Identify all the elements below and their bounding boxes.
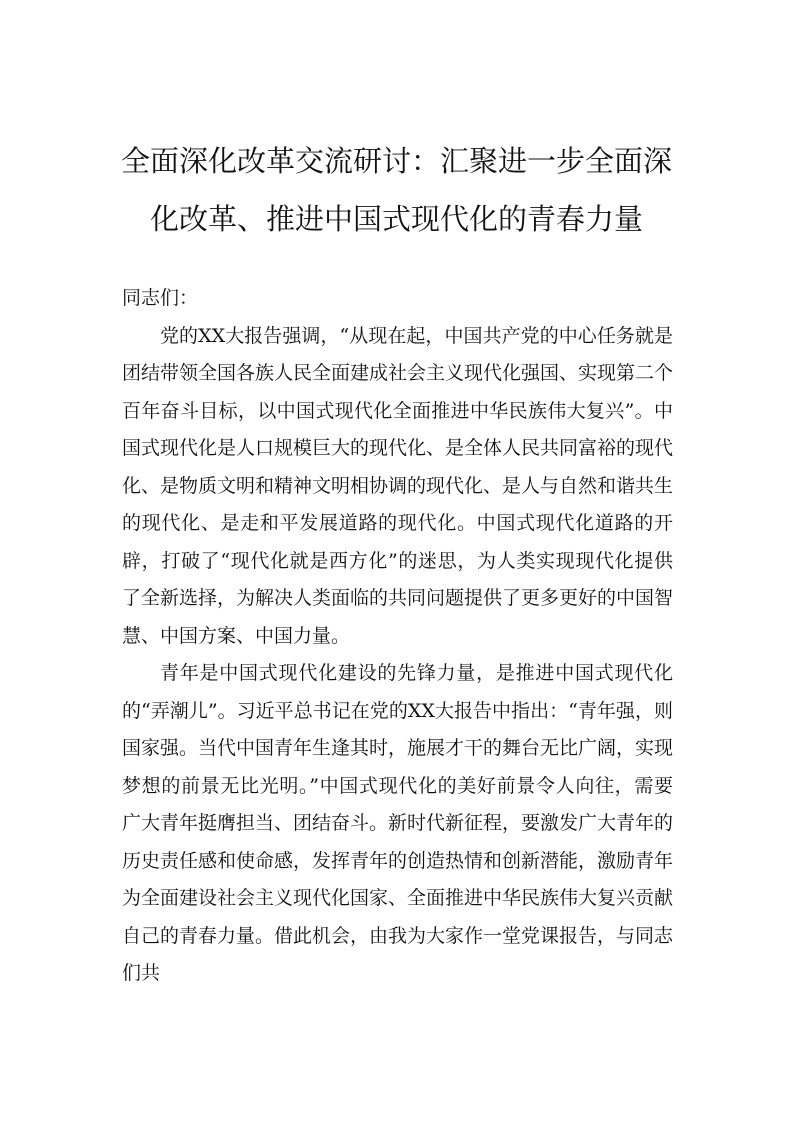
title-line-2: 化改革、推进中国式现代化的青春力量 [149,202,643,236]
salutation: 同志们： [122,287,199,309]
title-line-1: 全面深化改革交流研讨：汇聚进一步全面深 [120,144,672,178]
body-paragraph-2: 青年是中国式现代化建设的先锋力量，是推进中国式现代化的“弄潮儿”。习近平总书记在党的XX大报告中指出：“青年强，则国家强。当代中国青年生逢其时，施展才干的舞台无比广阔，实现梦想的前景无比光明。”中国式现代化的美好前景令人向往，需要广大青年挺膺担当、团结奋斗。新时代新征程，要激发广大青年的历史责任感和使命感，发挥青年的创造热情和创新潜能，激励青年为全面建设社会主义现代化国家、全面推进中华民族伟大复兴贡献自己的青春力量。借此机会，由我为大家作一堂党课报告，与同志们共 [122,662,674,984]
document-body [122,280,673,993]
document-title [110,132,683,248]
body-paragraph-1: 党的XX大报告强调，“从现在起，中国共产党的中心任务就是团结带领全国各族人民全面建成社会主义现代化强国、实现第二个百年奋斗目标，以中国式现代化全面推进中华民族伟大复兴”。中国式现代化是人口规模巨大的现代化、是全体人民共同富裕的现代化、是物质文明和精神文明相协调的现代化、是人与自然和谐共生的现代化、是走和平发展道路的现代化。中国式现代化道路的开辟，打破了“现代化就是西方化”的迷思，为人类实现现代化提供了全新选择，为解决人类面临的共同问题提供了更多更好的中国智慧、中国方案、中国力量。 [122,324,674,647]
